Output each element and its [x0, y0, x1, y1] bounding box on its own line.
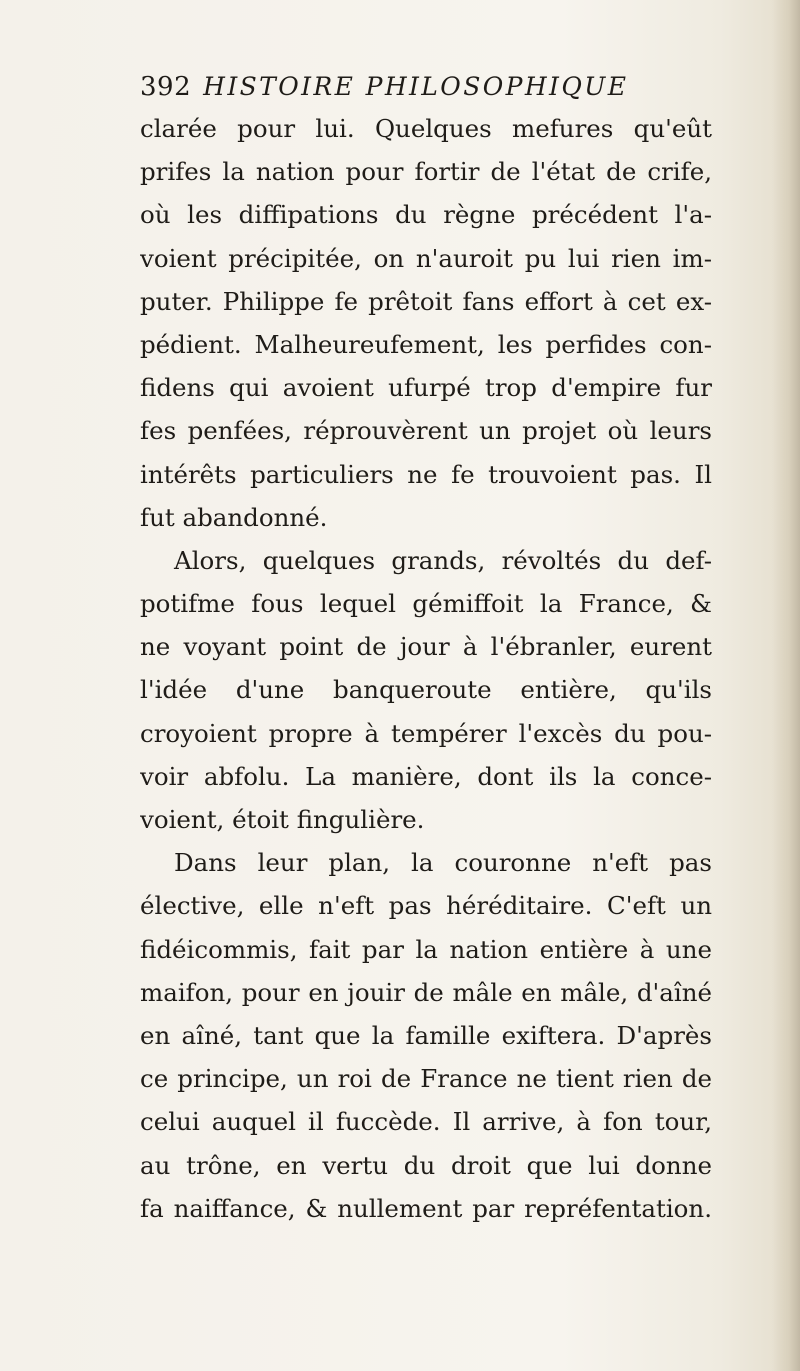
text-line: fa naiffance, & nullement par repréfentation. [140, 1193, 712, 1223]
text-line: Alors, quelques grands, révoltés du def- [174, 545, 712, 575]
page-number: 392 [140, 72, 192, 102]
text-line: élective, elle n'eft pas héréditaire. C'eft un [140, 891, 712, 921]
text-line: voient précipitée, on n'auroit pu lui rien im- [140, 243, 712, 273]
text-line: ce principe, un roi de France ne tient rien de [140, 1064, 712, 1094]
text-line: pédient. Malheureufement, les perfides con- [140, 329, 712, 359]
text-line: puter. Philippe fe prêtoit fans effort à cet ex- [140, 286, 712, 316]
text-line: où les diffipations du règne précédent l'a- [140, 200, 712, 230]
text-line: voient, étoit fingulière. [140, 805, 425, 834]
text-line: croyoient propre à tempérer l'excès du pou- [140, 718, 712, 748]
text-line: l'idée d'une banqueroute entière, qu'ils [140, 675, 712, 705]
text-line: fut abandonné. [140, 502, 328, 532]
text-line: maifon, pour en jouir de mâle en mâle, d'aîné [140, 977, 712, 1007]
text-line: fidéicommis, fait par la nation entière à une [140, 934, 712, 964]
body-text [140, 107, 712, 1230]
page-header [140, 72, 710, 112]
text-line: clarée pour lui. Quelques mefures qu'eût [140, 114, 712, 143]
text-line: Dans leur plan, la couronne n'eft pas [174, 848, 712, 878]
text-line: voir abfolu. La manière, dont ils la conce- [140, 761, 712, 791]
text-line: au trône, en vertu du droit que lui donne [140, 1150, 712, 1180]
text-line: prifes la nation pour fortir de l'état de crife, [140, 157, 712, 187]
text-line: celui auquel il fuccède. Il arrive, à fon tour, [140, 1107, 712, 1137]
text-line: en aîné, tant que la famille exiftera. D'après [140, 1020, 712, 1050]
running-title: HISTOIRE PHILOSOPHIQUE [203, 72, 629, 101]
page-edge-shadow [772, 0, 800, 1371]
text-line: potifme fous lequel gémiffoit la France, & [140, 589, 712, 619]
text-line: intérêts particuliers ne fe trouvoient pas. Il [140, 459, 712, 489]
text-line: fidens qui avoient ufurpé trop d'empire fur [140, 373, 712, 403]
text-line: fes penfées, réprouvèrent un projet où leurs [140, 416, 712, 446]
text-line: ne voyant point de jour à l'ébranler, eurent [140, 632, 712, 662]
